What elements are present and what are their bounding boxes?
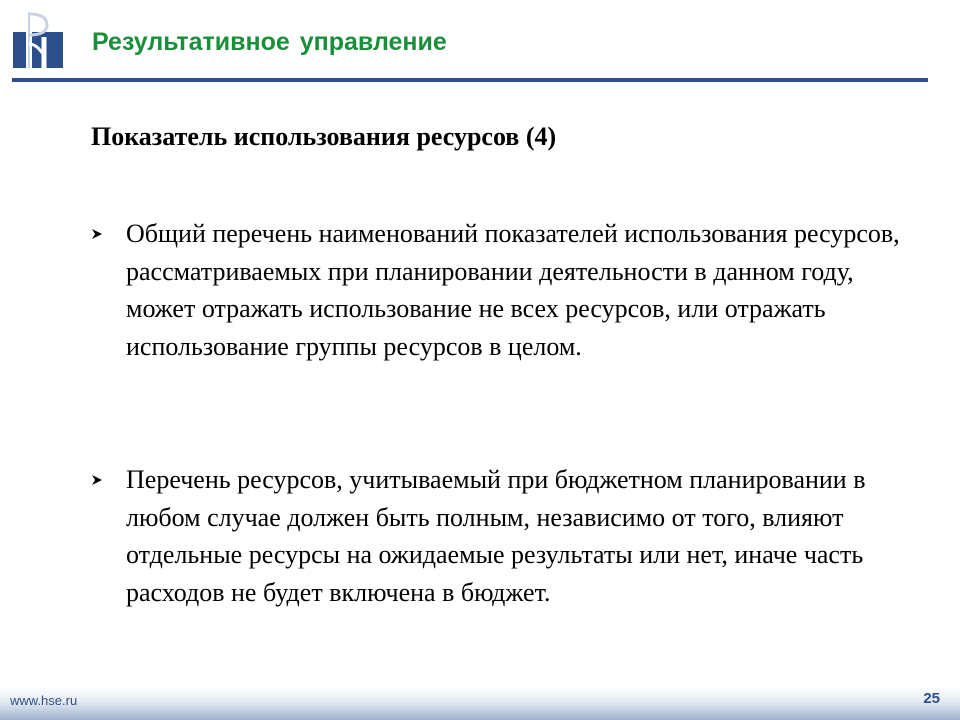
arrowhead-bullet-icon: [91, 473, 103, 485]
slide-subtitle: Показатель использования ресурсов (4): [91, 122, 557, 151]
footer-band: [0, 686, 960, 720]
footer-url-link[interactable]: www.hse.ru: [10, 693, 78, 708]
bullet-item: [91, 461, 921, 611]
arrowhead-bullet-icon: [91, 227, 103, 239]
bullet-item: [91, 215, 921, 365]
bullet-text: Общий перечень наименований показателей использования ресурсов, рассматриваемых при планировании деятельности в данном году, может отражать использование не всех ресурсов, или отражать использование группы ресурсов в целом.: [126, 219, 900, 361]
hse-logo: [10, 10, 66, 72]
page-number: 25: [923, 690, 940, 707]
bullet-text: Перечень ресурсов, учитываемый при бюджетном планировании в любом случае должен быть полным, независимо от того, влияют отдельные ресурсы на ожидаемые результаты или нет, иначе часть расходов не будет включена в бюджет.: [126, 465, 866, 607]
header-divider: [12, 78, 928, 82]
header-title: Результативное управление: [92, 28, 447, 56]
